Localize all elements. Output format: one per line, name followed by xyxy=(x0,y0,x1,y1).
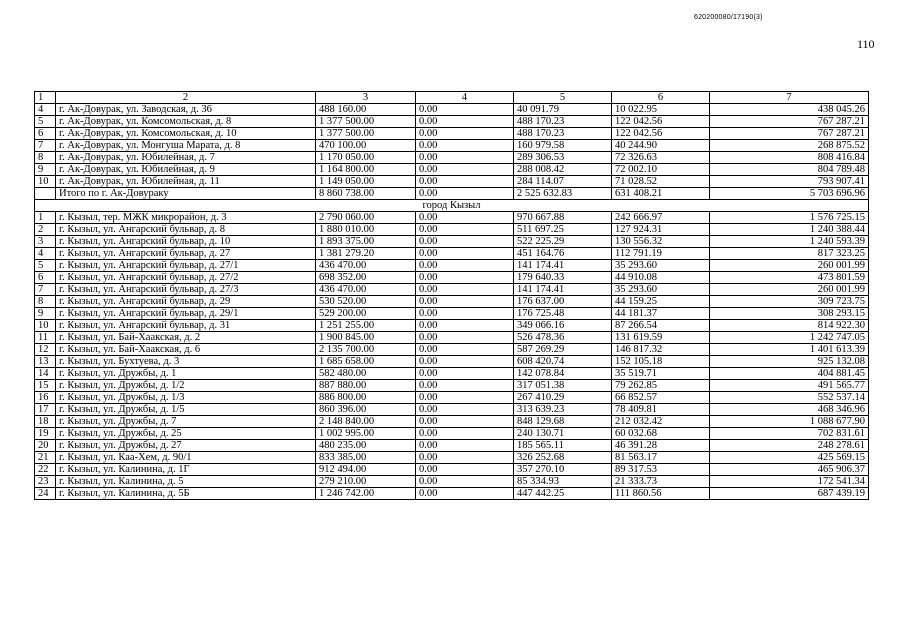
cell-n: 5 xyxy=(35,260,56,272)
table-row xyxy=(35,488,869,500)
cell-c4: 0.00 xyxy=(416,392,514,404)
cell-c6: 44 159.25 xyxy=(612,296,710,308)
cell-c5: 488 170.23 xyxy=(514,116,612,128)
cell-c5: 511 697.25 xyxy=(514,224,612,236)
cell-c5: 608 420.74 xyxy=(514,356,612,368)
table-row xyxy=(35,296,869,308)
cell-c3: 2 790 060.00 xyxy=(316,212,416,224)
cell-address: г. Кызыл, ул. Бай-Хаакская, д. 2 xyxy=(56,332,316,344)
cell-c4: 0.00 xyxy=(416,104,514,116)
cell-c4: 0.00 xyxy=(416,452,514,464)
cell-n: 8 xyxy=(35,296,56,308)
cell-c4: 0.00 xyxy=(416,380,514,392)
cell-address: г. Кызыл, ул. Бай-Хаакская, д. 6 xyxy=(56,344,316,356)
cell-address: Итого по г. Ак-Довураку xyxy=(56,188,316,200)
column-header: 5 xyxy=(514,92,612,104)
cell-c3: 912 494.00 xyxy=(316,464,416,476)
cell-c3: 1 170 050.00 xyxy=(316,152,416,164)
cell-c7: 268 875.52 xyxy=(710,140,869,152)
cell-c5: 526 478.36 xyxy=(514,332,612,344)
cell-c5: 160 979.58 xyxy=(514,140,612,152)
document-code: 620200080/17190(3) xyxy=(694,14,763,21)
cell-c7: 793 907.41 xyxy=(710,176,869,188)
cell-c7: 804 789.48 xyxy=(710,164,869,176)
cell-n: 16 xyxy=(35,392,56,404)
cell-c4: 0.00 xyxy=(416,320,514,332)
cell-c6: 44 910.08 xyxy=(612,272,710,284)
cell-c3: 1 149 050.00 xyxy=(316,176,416,188)
table-row xyxy=(35,320,869,332)
table-row xyxy=(35,272,869,284)
cell-address: г. Кызыл, ул. Ангарский бульвар, д. 31 xyxy=(56,320,316,332)
cell-c4: 0.00 xyxy=(416,212,514,224)
cell-n: 6 xyxy=(35,128,56,140)
total-row xyxy=(35,188,869,200)
cell-c3: 8 860 738.00 xyxy=(316,188,416,200)
cell-address: г. Ак-Довурак, ул. Заводская, д. 36 xyxy=(56,104,316,116)
table-row xyxy=(35,452,869,464)
cell-n: 14 xyxy=(35,368,56,380)
cell-c5: 522 225.29 xyxy=(514,236,612,248)
cell-c4: 0.00 xyxy=(416,116,514,128)
cell-c7: 491 565.77 xyxy=(710,380,869,392)
cell-c3: 833 385.00 xyxy=(316,452,416,464)
table-row xyxy=(35,476,869,488)
cell-c3: 582 480.00 xyxy=(316,368,416,380)
cell-c4: 0.00 xyxy=(416,344,514,356)
cell-n: 12 xyxy=(35,344,56,356)
cell-address: г. Кызыл, ул. Дружбы, д. 7 xyxy=(56,416,316,428)
cell-address: г. Кызыл, ул. Дружбы, д. 1/5 xyxy=(56,404,316,416)
cell-c3: 2 148 840.00 xyxy=(316,416,416,428)
table-row xyxy=(35,284,869,296)
cell-c3: 887 880.00 xyxy=(316,380,416,392)
cell-c7: 172 541.34 xyxy=(710,476,869,488)
cell-n: 4 xyxy=(35,248,56,260)
cell-c3: 1 893 375.00 xyxy=(316,236,416,248)
table-row xyxy=(35,176,869,188)
cell-c7: 1 240 593.39 xyxy=(710,236,869,248)
cell-c4: 0.00 xyxy=(416,476,514,488)
cell-c3: 529 200.00 xyxy=(316,308,416,320)
section-row xyxy=(35,200,869,212)
table-row xyxy=(35,380,869,392)
cell-c6: 72 326.63 xyxy=(612,152,710,164)
cell-n: 2 xyxy=(35,224,56,236)
cell-c3: 279 210.00 xyxy=(316,476,416,488)
cell-n: 5 xyxy=(35,116,56,128)
cell-c3: 886 800.00 xyxy=(316,392,416,404)
cell-c6: 130 556.32 xyxy=(612,236,710,248)
cell-address: г. Ак-Довурак, ул. Монгуша Марата, д. 8 xyxy=(56,140,316,152)
cell-c5: 176 637.00 xyxy=(514,296,612,308)
cell-n: 22 xyxy=(35,464,56,476)
table-row xyxy=(35,260,869,272)
cell-address: г. Кызыл, ул. Ангарский бульвар, д. 29/1 xyxy=(56,308,316,320)
table-row xyxy=(35,428,869,440)
column-header: 3 xyxy=(316,92,416,104)
cell-c3: 1 246 742.00 xyxy=(316,488,416,500)
table-row xyxy=(35,368,869,380)
cell-c6: 66 852.57 xyxy=(612,392,710,404)
cell-c4: 0.00 xyxy=(416,440,514,452)
cell-address: г. Кызыл, ул. Ангарский бульвар, д. 8 xyxy=(56,224,316,236)
cell-address: г. Кызыл, ул. Дружбы, д. 1 xyxy=(56,368,316,380)
table-row xyxy=(35,116,869,128)
cell-n: 7 xyxy=(35,284,56,296)
cell-c5: 284 114.07 xyxy=(514,176,612,188)
cell-c3: 480 235.00 xyxy=(316,440,416,452)
cell-c5: 447 442.25 xyxy=(514,488,612,500)
cell-c5: 451 164.76 xyxy=(514,248,612,260)
cell-c7: 1 242 747.05 xyxy=(710,332,869,344)
cell-c6: 127 924.31 xyxy=(612,224,710,236)
cell-c4: 0.00 xyxy=(416,248,514,260)
cell-c3: 698 352.00 xyxy=(316,272,416,284)
cell-address: г. Кызыл, ул. Дружбы, д. 27 xyxy=(56,440,316,452)
cell-c7: 925 132.08 xyxy=(710,356,869,368)
cell-c4: 0.00 xyxy=(416,188,514,200)
table-row xyxy=(35,464,869,476)
cell-c4: 0.00 xyxy=(416,404,514,416)
cell-address: г. Кызыл, ул. Каа-Хем, д. 90/1 xyxy=(56,452,316,464)
cell-c7: 404 881.45 xyxy=(710,368,869,380)
table-row xyxy=(35,416,869,428)
cell-c6: 81 563.17 xyxy=(612,452,710,464)
table-row xyxy=(35,332,869,344)
cell-n: 24 xyxy=(35,488,56,500)
cell-c7: 1 576 725.15 xyxy=(710,212,869,224)
cell-c6: 122 042.56 xyxy=(612,116,710,128)
cell-c5: 40 091.79 xyxy=(514,104,612,116)
table-row xyxy=(35,440,869,452)
cell-c4: 0.00 xyxy=(416,176,514,188)
cell-c6: 21 333.73 xyxy=(612,476,710,488)
table-row xyxy=(35,308,869,320)
table-row xyxy=(35,236,869,248)
cell-n: 6 xyxy=(35,272,56,284)
table-row xyxy=(35,344,869,356)
cell-n: 20 xyxy=(35,440,56,452)
cell-c4: 0.00 xyxy=(416,272,514,284)
cell-c4: 0.00 xyxy=(416,152,514,164)
cell-address: г. Кызыл, ул. Ангарский бульвар, д. 27/2 xyxy=(56,272,316,284)
cell-c6: 10 022.95 xyxy=(612,104,710,116)
cell-c6: 212 032.42 xyxy=(612,416,710,428)
cell-address: г. Кызыл, ул. Ангарский бульвар, д. 27 xyxy=(56,248,316,260)
cell-c7: 817 323.25 xyxy=(710,248,869,260)
cell-c6: 79 262.85 xyxy=(612,380,710,392)
cell-n: 11 xyxy=(35,332,56,344)
cell-c5: 357 270.10 xyxy=(514,464,612,476)
cell-c6: 35 293.60 xyxy=(612,260,710,272)
cell-c4: 0.00 xyxy=(416,416,514,428)
page-number: 110 xyxy=(857,37,875,51)
table-row xyxy=(35,140,869,152)
cell-c3: 1 002 995.00 xyxy=(316,428,416,440)
cell-c6: 71 028.52 xyxy=(612,176,710,188)
cell-c6: 112 791.19 xyxy=(612,248,710,260)
cell-address: г. Ак-Довурак, ул. Юбилейная, д. 11 xyxy=(56,176,316,188)
cell-address: г. Кызыл, ул. Калинина, д. 5 xyxy=(56,476,316,488)
cell-address: г. Кызыл, ул. Ангарский бульвар, д. 10 xyxy=(56,236,316,248)
cell-c6: 35 293.60 xyxy=(612,284,710,296)
column-number-row xyxy=(35,92,869,104)
cell-c5: 267 410.29 xyxy=(514,392,612,404)
cell-c3: 1 381 279.20 xyxy=(316,248,416,260)
cell-c7: 260 001.99 xyxy=(710,284,869,296)
cell-n: 4 xyxy=(35,104,56,116)
cell-c5: 176 725.48 xyxy=(514,308,612,320)
cell-c7: 767 287.21 xyxy=(710,128,869,140)
cell-c5: 326 252.68 xyxy=(514,452,612,464)
table-row xyxy=(35,128,869,140)
cell-address: г. Кызыл, ул. Калинина, д. 5Б xyxy=(56,488,316,500)
cell-c7: 309 723.75 xyxy=(710,296,869,308)
cell-c4: 0.00 xyxy=(416,428,514,440)
cell-n: 13 xyxy=(35,356,56,368)
cell-n: 10 xyxy=(35,320,56,332)
cell-c6: 46 391.28 xyxy=(612,440,710,452)
cell-c6: 35 519.71 xyxy=(612,368,710,380)
table-row xyxy=(35,392,869,404)
cell-c7: 473 801.59 xyxy=(710,272,869,284)
cell-c6: 122 042.56 xyxy=(612,128,710,140)
cell-c7: 1 401 613.39 xyxy=(710,344,869,356)
table-row xyxy=(35,404,869,416)
cell-c5: 488 170.23 xyxy=(514,128,612,140)
cell-c5: 142 078.84 xyxy=(514,368,612,380)
cell-n: 9 xyxy=(35,164,56,176)
cell-address: г. Кызыл, ул. Ангарский бульвар, д. 27/1 xyxy=(56,260,316,272)
cell-c7: 425 569.15 xyxy=(710,452,869,464)
cell-c6: 87 266.54 xyxy=(612,320,710,332)
cell-c7: 308 293.15 xyxy=(710,308,869,320)
cell-c3: 1 900 845.00 xyxy=(316,332,416,344)
cell-c6: 131 619.59 xyxy=(612,332,710,344)
cell-c3: 860 396.00 xyxy=(316,404,416,416)
cell-n: 23 xyxy=(35,476,56,488)
cell-c7: 465 906.37 xyxy=(710,464,869,476)
table-row xyxy=(35,356,869,368)
cell-address: г. Кызыл, ул. Ангарский бульвар, д. 29 xyxy=(56,296,316,308)
cell-address: г. Ак-Довурак, ул. Юбилейная, д. 9 xyxy=(56,164,316,176)
cell-c4: 0.00 xyxy=(416,164,514,176)
cell-c7: 438 045.26 xyxy=(710,104,869,116)
table-row xyxy=(35,164,869,176)
cell-c7: 5 703 696.96 xyxy=(710,188,869,200)
cell-c5: 185 565.11 xyxy=(514,440,612,452)
cell-c4: 0.00 xyxy=(416,296,514,308)
cell-c5: 848 129.68 xyxy=(514,416,612,428)
cell-c6: 89 317.53 xyxy=(612,464,710,476)
cell-address: г. Ак-Довурак, ул. Юбилейная, д. 7 xyxy=(56,152,316,164)
cell-c3: 1 164 800.00 xyxy=(316,164,416,176)
cell-c5: 349 066.16 xyxy=(514,320,612,332)
cell-n: 15 xyxy=(35,380,56,392)
cell-c4: 0.00 xyxy=(416,464,514,476)
cell-c4: 0.00 xyxy=(416,332,514,344)
cell-address: г. Кызыл, ул. Калинина, д. 1Г xyxy=(56,464,316,476)
cell-c5: 85 334.93 xyxy=(514,476,612,488)
cell-c6: 111 860.56 xyxy=(612,488,710,500)
cell-c4: 0.00 xyxy=(416,260,514,272)
cell-c3: 436 470.00 xyxy=(316,260,416,272)
cell-c4: 0.00 xyxy=(416,356,514,368)
cell-c7: 687 439.19 xyxy=(710,488,869,500)
cell-c4: 0.00 xyxy=(416,236,514,248)
cell-c4: 0.00 xyxy=(416,308,514,320)
cell-c7: 468 346.96 xyxy=(710,404,869,416)
cell-c7: 260 001.99 xyxy=(710,260,869,272)
cell-c3: 530 520.00 xyxy=(316,296,416,308)
cell-c6: 242 666.97 xyxy=(612,212,710,224)
cell-address: г. Кызыл, ул. Дружбы, д. 1/2 xyxy=(56,380,316,392)
data-table xyxy=(34,91,869,500)
cell-c3: 1 251 255.00 xyxy=(316,320,416,332)
cell-c7: 1 240 388.44 xyxy=(710,224,869,236)
cell-c6: 44 181.37 xyxy=(612,308,710,320)
cell-n: 9 xyxy=(35,308,56,320)
cell-address: г. Ак-Довурак, ул. Комсомольская, д. 10 xyxy=(56,128,316,140)
cell-c5: 179 640.33 xyxy=(514,272,612,284)
cell-n: 18 xyxy=(35,416,56,428)
cell-n: 19 xyxy=(35,428,56,440)
cell-address: г. Кызыл, тер. МЖК микрорайон, д. 3 xyxy=(56,212,316,224)
cell-n: 10 xyxy=(35,176,56,188)
cell-c5: 2 525 632.83 xyxy=(514,188,612,200)
column-header: 2 xyxy=(56,92,316,104)
cell-address: г. Кызыл, ул. Ангарский бульвар, д. 27/3 xyxy=(56,284,316,296)
cell-address: г. Ак-Довурак, ул. Комсомольская, д. 8 xyxy=(56,116,316,128)
cell-address: г. Кызыл, ул. Дружбы, д. 25 xyxy=(56,428,316,440)
table-row xyxy=(35,224,869,236)
cell-c3: 1 880 010.00 xyxy=(316,224,416,236)
cell-c7: 808 416.84 xyxy=(710,152,869,164)
cell-c5: 141 174.41 xyxy=(514,260,612,272)
cell-c4: 0.00 xyxy=(416,488,514,500)
cell-address: г. Кызыл, ул. Бухтуева, д. 3 xyxy=(56,356,316,368)
cell-c6: 78 409.81 xyxy=(612,404,710,416)
column-header: 4 xyxy=(416,92,514,104)
cell-c3: 1 685 658.00 xyxy=(316,356,416,368)
table-row xyxy=(35,104,869,116)
cell-c3: 436 470.00 xyxy=(316,284,416,296)
cell-c5: 240 130.71 xyxy=(514,428,612,440)
table-row xyxy=(35,248,869,260)
cell-n: 1 xyxy=(35,212,56,224)
cell-c5: 317 051.38 xyxy=(514,380,612,392)
cell-n: 7 xyxy=(35,140,56,152)
column-header: 7 xyxy=(710,92,869,104)
cell-c6: 152 105.18 xyxy=(612,356,710,368)
table-row xyxy=(35,152,869,164)
cell-c6: 72 002.10 xyxy=(612,164,710,176)
section-title: город Кызыл xyxy=(35,200,869,212)
cell-c7: 814 922.30 xyxy=(710,320,869,332)
cell-c4: 0.00 xyxy=(416,284,514,296)
cell-n xyxy=(35,188,56,200)
cell-n: 21 xyxy=(35,452,56,464)
cell-c5: 141 174.41 xyxy=(514,284,612,296)
cell-c6: 631 408.21 xyxy=(612,188,710,200)
cell-address: г. Кызыл, ул. Дружбы, д. 1/3 xyxy=(56,392,316,404)
cell-n: 17 xyxy=(35,404,56,416)
cell-c5: 587 269.29 xyxy=(514,344,612,356)
column-header: 1 xyxy=(35,92,56,104)
cell-n: 3 xyxy=(35,236,56,248)
cell-c4: 0.00 xyxy=(416,224,514,236)
cell-c6: 40 244.90 xyxy=(612,140,710,152)
cell-c3: 2 135 700.00 xyxy=(316,344,416,356)
cell-c5: 289 306.53 xyxy=(514,152,612,164)
cell-c7: 1 088 677.90 xyxy=(710,416,869,428)
cell-n: 8 xyxy=(35,152,56,164)
cell-c4: 0.00 xyxy=(416,368,514,380)
cell-c5: 313 639.23 xyxy=(514,404,612,416)
cell-c3: 488 160.00 xyxy=(316,104,416,116)
cell-c3: 1 377 500.00 xyxy=(316,116,416,128)
cell-c3: 470 100.00 xyxy=(316,140,416,152)
cell-c3: 1 377 500.00 xyxy=(316,128,416,140)
cell-c7: 767 287.21 xyxy=(710,116,869,128)
cell-c7: 552 537.14 xyxy=(710,392,869,404)
cell-c4: 0.00 xyxy=(416,140,514,152)
column-header: 6 xyxy=(612,92,710,104)
cell-c6: 60 032.68 xyxy=(612,428,710,440)
cell-c5: 970 667.88 xyxy=(514,212,612,224)
table-row xyxy=(35,212,869,224)
cell-c7: 248 278.61 xyxy=(710,440,869,452)
cell-c6: 146 817.32 xyxy=(612,344,710,356)
cell-c4: 0.00 xyxy=(416,128,514,140)
cell-c7: 702 831.61 xyxy=(710,428,869,440)
cell-c5: 288 008.42 xyxy=(514,164,612,176)
